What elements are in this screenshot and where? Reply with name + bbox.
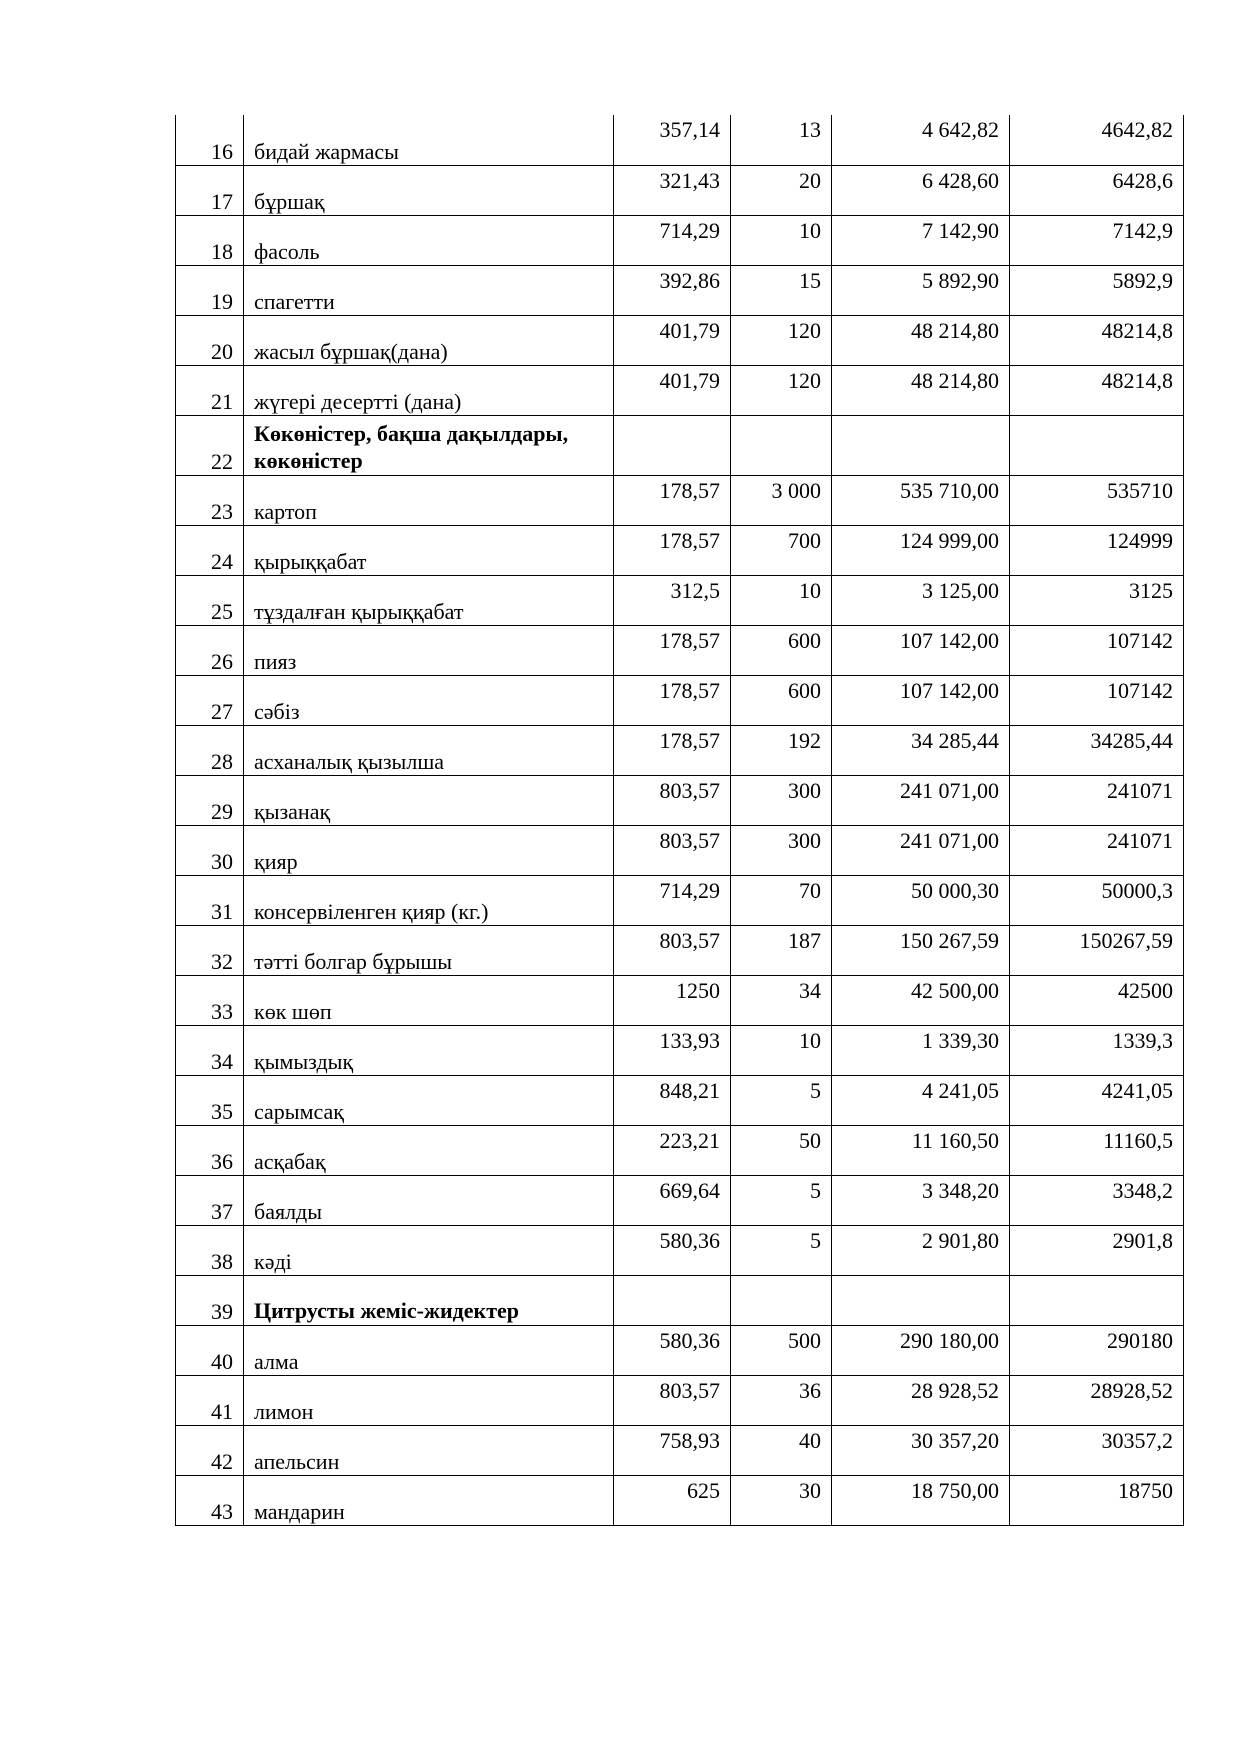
quantity-cell: 34	[731, 975, 832, 1025]
total-cell: 7142,9	[1010, 215, 1184, 265]
quantity-cell: 70	[731, 875, 832, 925]
row-number-cell: 20	[176, 315, 244, 365]
table-row	[176, 1225, 1184, 1275]
unit-price-cell	[614, 415, 731, 475]
unit-price-cell: 848,21	[614, 1075, 731, 1125]
quantity-cell: 120	[731, 365, 832, 415]
amount-cell: 5 892,90	[832, 265, 1010, 315]
quantity-cell: 600	[731, 625, 832, 675]
total-cell: 48214,8	[1010, 365, 1184, 415]
row-number-cell: 43	[176, 1475, 244, 1525]
table-row	[176, 1375, 1184, 1425]
row-number-cell: 17	[176, 165, 244, 215]
product-name-cell: мандарин	[244, 1475, 614, 1525]
product-name-cell: кәді	[244, 1225, 614, 1275]
row-number-cell: 31	[176, 875, 244, 925]
amount-cell: 48 214,80	[832, 315, 1010, 365]
total-cell: 4642,82	[1010, 115, 1184, 165]
unit-price-cell	[614, 1275, 731, 1325]
total-cell: 50000,3	[1010, 875, 1184, 925]
quantity-cell: 15	[731, 265, 832, 315]
amount-cell: 4 642,82	[832, 115, 1010, 165]
unit-price-cell: 223,21	[614, 1125, 731, 1175]
table-row	[176, 575, 1184, 625]
product-name-cell: сәбіз	[244, 675, 614, 725]
unit-price-cell: 133,93	[614, 1025, 731, 1075]
product-name-cell: қызанақ	[244, 775, 614, 825]
product-name-cell: баялды	[244, 1175, 614, 1225]
unit-price-cell: 178,57	[614, 725, 731, 775]
total-cell: 28928,52	[1010, 1375, 1184, 1425]
unit-price-cell: 625	[614, 1475, 731, 1525]
product-name-cell: жасыл бұршақ(дана)	[244, 315, 614, 365]
unit-price-cell: 758,93	[614, 1425, 731, 1475]
total-cell: 48214,8	[1010, 315, 1184, 365]
quantity-cell: 300	[731, 775, 832, 825]
total-cell: 11160,5	[1010, 1125, 1184, 1175]
table-row	[176, 1325, 1184, 1375]
table-row	[176, 265, 1184, 315]
table-row	[176, 825, 1184, 875]
row-number-cell: 19	[176, 265, 244, 315]
amount-cell	[832, 1275, 1010, 1325]
amount-cell: 150 267,59	[832, 925, 1010, 975]
unit-price-cell: 401,79	[614, 365, 731, 415]
product-name-cell: қырыққабат	[244, 525, 614, 575]
row-number-cell: 30	[176, 825, 244, 875]
section-heading-row	[176, 1275, 1184, 1325]
table-row	[176, 725, 1184, 775]
document-page	[175, 115, 1183, 1526]
row-number-cell: 38	[176, 1225, 244, 1275]
table-body	[176, 115, 1184, 1525]
product-name-cell: картоп	[244, 475, 614, 525]
row-number-cell: 42	[176, 1425, 244, 1475]
product-name-cell: көк шөп	[244, 975, 614, 1025]
amount-cell: 50 000,30	[832, 875, 1010, 925]
row-number-cell: 21	[176, 365, 244, 415]
table-row	[176, 215, 1184, 265]
product-name-cell: апельсин	[244, 1425, 614, 1475]
table-row	[176, 1075, 1184, 1125]
total-cell: 241071	[1010, 775, 1184, 825]
quantity-cell: 30	[731, 1475, 832, 1525]
quantity-cell: 13	[731, 115, 832, 165]
row-number-cell: 27	[176, 675, 244, 725]
product-name-cell: асқабақ	[244, 1125, 614, 1175]
amount-cell: 107 142,00	[832, 675, 1010, 725]
total-cell: 3125	[1010, 575, 1184, 625]
row-number-cell: 37	[176, 1175, 244, 1225]
total-cell: 42500	[1010, 975, 1184, 1025]
row-number-cell: 24	[176, 525, 244, 575]
table-row	[176, 365, 1184, 415]
amount-cell: 241 071,00	[832, 825, 1010, 875]
total-cell: 30357,2	[1010, 1425, 1184, 1475]
product-name-cell: сарымсақ	[244, 1075, 614, 1125]
unit-price-cell: 178,57	[614, 475, 731, 525]
row-number-cell: 32	[176, 925, 244, 975]
row-number-cell: 26	[176, 625, 244, 675]
table-row	[176, 315, 1184, 365]
total-cell: 150267,59	[1010, 925, 1184, 975]
row-number-cell: 40	[176, 1325, 244, 1375]
table-row	[176, 475, 1184, 525]
quantity-cell: 20	[731, 165, 832, 215]
table-row	[176, 625, 1184, 675]
table-row	[176, 1025, 1184, 1075]
amount-cell: 3 348,20	[832, 1175, 1010, 1225]
amount-cell: 124 999,00	[832, 525, 1010, 575]
quantity-cell: 192	[731, 725, 832, 775]
unit-price-cell: 178,57	[614, 625, 731, 675]
product-name-cell: тұздалған қырыққабат	[244, 575, 614, 625]
row-number-cell: 28	[176, 725, 244, 775]
total-cell: 241071	[1010, 825, 1184, 875]
product-name-cell: консервіленген қияр (кг.)	[244, 875, 614, 925]
row-number-cell: 22	[176, 415, 244, 475]
quantity-cell: 5	[731, 1175, 832, 1225]
row-number-cell: 33	[176, 975, 244, 1025]
total-cell	[1010, 1275, 1184, 1325]
row-number-cell: 16	[176, 115, 244, 165]
quantity-cell: 3 000	[731, 475, 832, 525]
row-number-cell: 41	[176, 1375, 244, 1425]
table-row	[176, 875, 1184, 925]
quantity-cell: 5	[731, 1075, 832, 1125]
table-row	[176, 1425, 1184, 1475]
quantity-cell: 120	[731, 315, 832, 365]
unit-price-cell: 392,86	[614, 265, 731, 315]
quantity-cell	[731, 415, 832, 475]
quantity-cell: 40	[731, 1425, 832, 1475]
amount-cell: 241 071,00	[832, 775, 1010, 825]
amount-cell: 28 928,52	[832, 1375, 1010, 1425]
quantity-cell: 36	[731, 1375, 832, 1425]
total-cell	[1010, 415, 1184, 475]
amount-cell: 48 214,80	[832, 365, 1010, 415]
amount-cell: 3 125,00	[832, 575, 1010, 625]
row-number-cell: 23	[176, 475, 244, 525]
product-name-cell: лимон	[244, 1375, 614, 1425]
amount-cell: 6 428,60	[832, 165, 1010, 215]
unit-price-cell: 580,36	[614, 1225, 731, 1275]
total-cell: 124999	[1010, 525, 1184, 575]
amount-cell: 7 142,90	[832, 215, 1010, 265]
unit-price-cell: 669,64	[614, 1175, 731, 1225]
quantity-cell: 500	[731, 1325, 832, 1375]
table-row	[176, 115, 1184, 165]
total-cell: 18750	[1010, 1475, 1184, 1525]
product-name-cell: жүгері десертті (дана)	[244, 365, 614, 415]
total-cell: 34285,44	[1010, 725, 1184, 775]
quantity-cell	[731, 1275, 832, 1325]
quantity-cell: 10	[731, 215, 832, 265]
unit-price-cell: 803,57	[614, 1375, 731, 1425]
table-row	[176, 925, 1184, 975]
product-name-cell: қияр	[244, 825, 614, 875]
unit-price-cell: 580,36	[614, 1325, 731, 1375]
unit-price-cell: 714,29	[614, 215, 731, 265]
unit-price-cell: 803,57	[614, 775, 731, 825]
quantity-cell: 600	[731, 675, 832, 725]
product-name-cell: фасоль	[244, 215, 614, 265]
total-cell: 535710	[1010, 475, 1184, 525]
quantity-cell: 50	[731, 1125, 832, 1175]
product-name-cell: бидай жармасы	[244, 115, 614, 165]
unit-price-cell: 803,57	[614, 925, 731, 975]
total-cell: 2901,8	[1010, 1225, 1184, 1275]
product-name-cell: Көкөністер, бақша дақылдары, көкөністер	[244, 415, 614, 475]
product-name-cell: тәтті болгар бұрышы	[244, 925, 614, 975]
amount-cell: 30 357,20	[832, 1425, 1010, 1475]
table-row	[176, 1475, 1184, 1525]
unit-price-cell: 312,5	[614, 575, 731, 625]
amount-cell	[832, 415, 1010, 475]
unit-price-cell: 321,43	[614, 165, 731, 215]
unit-price-cell: 1250	[614, 975, 731, 1025]
total-cell: 4241,05	[1010, 1075, 1184, 1125]
table-row	[176, 975, 1184, 1025]
row-number-cell: 18	[176, 215, 244, 265]
row-number-cell: 35	[176, 1075, 244, 1125]
row-number-cell: 36	[176, 1125, 244, 1175]
unit-price-cell: 178,57	[614, 525, 731, 575]
amount-cell: 34 285,44	[832, 725, 1010, 775]
product-name-cell: Цитрусты жеміс-жидектер	[244, 1275, 614, 1325]
amount-cell: 42 500,00	[832, 975, 1010, 1025]
product-name-cell: спагетти	[244, 265, 614, 315]
product-name-cell: асханалық қызылша	[244, 725, 614, 775]
amount-cell: 1 339,30	[832, 1025, 1010, 1075]
product-name-cell: бұршақ	[244, 165, 614, 215]
amount-cell: 107 142,00	[832, 625, 1010, 675]
unit-price-cell: 178,57	[614, 675, 731, 725]
total-cell: 107142	[1010, 675, 1184, 725]
row-number-cell: 29	[176, 775, 244, 825]
quantity-cell: 187	[731, 925, 832, 975]
table-row	[176, 775, 1184, 825]
unit-price-cell: 714,29	[614, 875, 731, 925]
quantity-cell: 300	[731, 825, 832, 875]
table-row	[176, 1125, 1184, 1175]
table-row	[176, 675, 1184, 725]
quantity-cell: 700	[731, 525, 832, 575]
total-cell: 5892,9	[1010, 265, 1184, 315]
table-row	[176, 525, 1184, 575]
quantity-cell: 5	[731, 1225, 832, 1275]
table-row	[176, 165, 1184, 215]
total-cell: 6428,6	[1010, 165, 1184, 215]
product-name-cell: қымыздық	[244, 1025, 614, 1075]
unit-price-cell: 803,57	[614, 825, 731, 875]
section-heading-row	[176, 415, 1184, 475]
amount-cell: 2 901,80	[832, 1225, 1010, 1275]
quantity-cell: 10	[731, 575, 832, 625]
unit-price-cell: 401,79	[614, 315, 731, 365]
amount-cell: 4 241,05	[832, 1075, 1010, 1125]
total-cell: 3348,2	[1010, 1175, 1184, 1225]
row-number-cell: 39	[176, 1275, 244, 1325]
total-cell: 1339,3	[1010, 1025, 1184, 1075]
product-name-cell: пияз	[244, 625, 614, 675]
amount-cell: 535 710,00	[832, 475, 1010, 525]
amount-cell: 11 160,50	[832, 1125, 1010, 1175]
unit-price-cell: 357,14	[614, 115, 731, 165]
table-row	[176, 1175, 1184, 1225]
total-cell: 107142	[1010, 625, 1184, 675]
product-table	[175, 115, 1184, 1526]
row-number-cell: 34	[176, 1025, 244, 1075]
amount-cell: 18 750,00	[832, 1475, 1010, 1525]
quantity-cell: 10	[731, 1025, 832, 1075]
total-cell: 290180	[1010, 1325, 1184, 1375]
product-name-cell: алма	[244, 1325, 614, 1375]
amount-cell: 290 180,00	[832, 1325, 1010, 1375]
row-number-cell: 25	[176, 575, 244, 625]
